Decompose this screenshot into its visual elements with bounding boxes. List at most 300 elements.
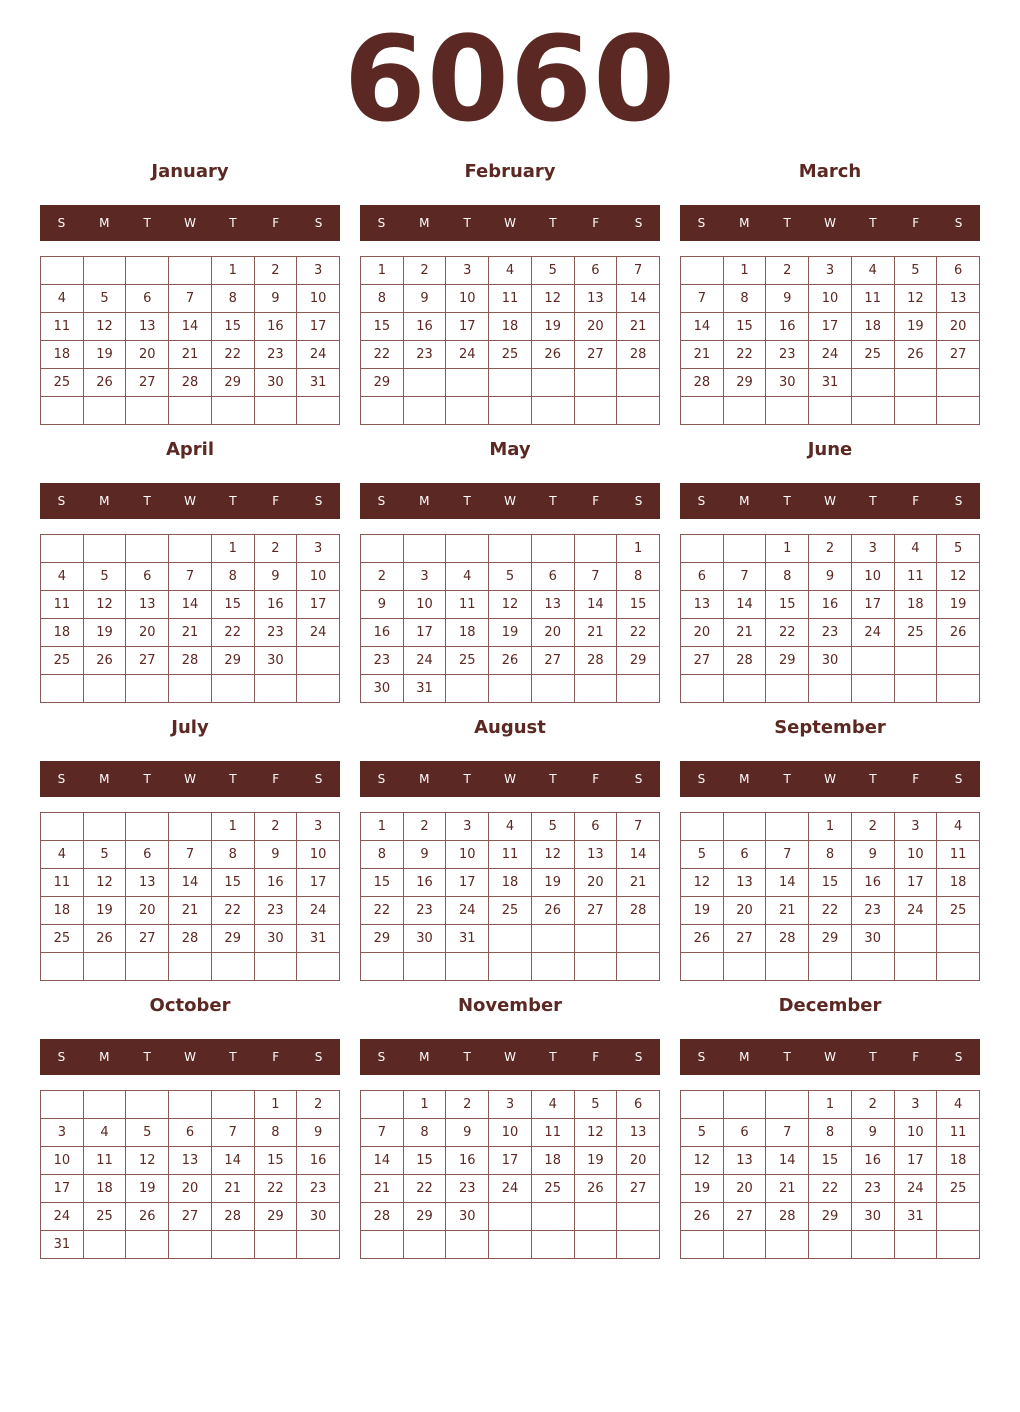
day-cell: 29	[766, 647, 809, 675]
day-cell: 19	[126, 1175, 169, 1203]
empty-cell	[84, 953, 127, 981]
day-cell: 7	[766, 1119, 809, 1147]
empty-cell	[852, 647, 895, 675]
weekday-label: S	[57, 772, 66, 786]
weekday-label: S	[314, 216, 323, 230]
day-cell: 31	[895, 1203, 938, 1231]
day-cell: 3	[809, 257, 852, 285]
day-cell: 24	[297, 341, 340, 369]
day-cell: 4	[446, 563, 489, 591]
day-cell: 30	[446, 1203, 489, 1231]
day-cell: 15	[809, 869, 852, 897]
day-cell: 30	[361, 675, 404, 703]
day-cell: 31	[41, 1231, 84, 1259]
empty-cell	[126, 1231, 169, 1259]
day-cell: 1	[724, 257, 767, 285]
weekday-label: T	[549, 1050, 557, 1064]
weekday-label: F	[912, 494, 920, 508]
day-cell: 1	[212, 535, 255, 563]
day-cell: 26	[126, 1203, 169, 1231]
day-cell: 22	[212, 341, 255, 369]
day-cell: 9	[255, 563, 298, 591]
day-cell: 16	[297, 1147, 340, 1175]
day-cell: 5	[937, 535, 980, 563]
day-cell: 11	[41, 869, 84, 897]
day-cell: 11	[852, 285, 895, 313]
empty-cell	[169, 535, 212, 563]
day-cell: 10	[852, 563, 895, 591]
day-cell: 16	[766, 313, 809, 341]
empty-cell	[84, 257, 127, 285]
day-cell: 18	[84, 1175, 127, 1203]
day-cell: 28	[617, 341, 660, 369]
day-cell: 18	[41, 897, 84, 925]
day-cell: 11	[937, 1119, 980, 1147]
day-cell: 22	[212, 619, 255, 647]
empty-cell	[852, 397, 895, 425]
weekday-label: F	[592, 494, 600, 508]
day-cell: 19	[937, 591, 980, 619]
empty-cell	[255, 953, 298, 981]
day-cell: 14	[617, 841, 660, 869]
month-november	[360, 990, 660, 1259]
day-cell: 7	[361, 1119, 404, 1147]
day-cell: 17	[489, 1147, 532, 1175]
empty-cell	[212, 1231, 255, 1259]
day-cell: 27	[169, 1203, 212, 1231]
day-cell: 14	[169, 313, 212, 341]
day-cell: 15	[361, 869, 404, 897]
day-cell: 5	[681, 1119, 724, 1147]
day-cell: 6	[937, 257, 980, 285]
day-cell: 15	[255, 1147, 298, 1175]
day-cell: 3	[297, 813, 340, 841]
day-grid	[360, 256, 660, 425]
weekday-label: W	[824, 1050, 836, 1064]
day-cell: 13	[169, 1147, 212, 1175]
empty-cell	[404, 369, 447, 397]
weekday-label: M	[739, 216, 750, 230]
empty-cell	[169, 1091, 212, 1119]
day-cell: 25	[937, 897, 980, 925]
empty-cell	[84, 813, 127, 841]
empty-cell	[724, 953, 767, 981]
month-august	[360, 712, 660, 981]
day-cell: 25	[895, 619, 938, 647]
day-cell: 10	[895, 841, 938, 869]
empty-cell	[446, 369, 489, 397]
empty-cell	[937, 369, 980, 397]
day-cell: 24	[895, 1175, 938, 1203]
empty-cell	[169, 813, 212, 841]
day-cell: 15	[212, 313, 255, 341]
day-cell: 4	[489, 813, 532, 841]
empty-cell	[809, 1231, 852, 1259]
day-cell: 29	[212, 647, 255, 675]
day-cell: 9	[766, 285, 809, 313]
empty-cell	[809, 675, 852, 703]
weekday-label: M	[419, 216, 430, 230]
empty-cell	[84, 535, 127, 563]
weekday-header	[40, 205, 340, 241]
day-cell: 24	[41, 1203, 84, 1231]
day-cell: 3	[297, 535, 340, 563]
empty-cell	[255, 397, 298, 425]
day-cell: 20	[575, 313, 618, 341]
empty-cell	[617, 925, 660, 953]
day-cell: 4	[532, 1091, 575, 1119]
day-cell: 28	[169, 925, 212, 953]
day-cell: 1	[809, 1091, 852, 1119]
weekday-label: F	[272, 494, 280, 508]
day-cell: 25	[852, 341, 895, 369]
day-cell: 10	[297, 285, 340, 313]
day-cell: 8	[255, 1119, 298, 1147]
empty-cell	[575, 535, 618, 563]
empty-cell	[575, 1203, 618, 1231]
empty-cell	[766, 953, 809, 981]
day-cell: 12	[532, 285, 575, 313]
empty-cell	[532, 397, 575, 425]
empty-cell	[126, 953, 169, 981]
month-march	[680, 156, 980, 425]
day-cell: 22	[724, 341, 767, 369]
day-cell: 26	[575, 1175, 618, 1203]
weekday-label: S	[314, 494, 323, 508]
day-cell: 26	[681, 925, 724, 953]
empty-cell	[297, 675, 340, 703]
empty-cell	[766, 675, 809, 703]
weekday-label: T	[229, 1050, 237, 1064]
empty-cell	[489, 369, 532, 397]
day-cell: 14	[169, 869, 212, 897]
day-cell: 9	[255, 285, 298, 313]
empty-cell	[937, 397, 980, 425]
day-cell: 2	[255, 535, 298, 563]
empty-cell	[575, 369, 618, 397]
empty-cell	[489, 675, 532, 703]
day-cell: 20	[724, 1175, 767, 1203]
empty-cell	[575, 1231, 618, 1259]
day-cell: 17	[446, 313, 489, 341]
day-cell: 6	[681, 563, 724, 591]
weekday-header	[680, 205, 980, 241]
empty-cell	[937, 675, 980, 703]
day-cell: 18	[895, 591, 938, 619]
empty-cell	[126, 535, 169, 563]
month-name: February	[464, 161, 556, 182]
day-cell: 8	[361, 841, 404, 869]
day-cell: 15	[212, 591, 255, 619]
day-cell: 26	[84, 647, 127, 675]
empty-cell	[212, 675, 255, 703]
empty-cell	[169, 257, 212, 285]
day-cell: 29	[809, 1203, 852, 1231]
month-name: March	[798, 161, 862, 182]
day-cell: 29	[212, 369, 255, 397]
empty-cell	[895, 647, 938, 675]
day-cell: 23	[404, 897, 447, 925]
weekday-label: S	[57, 494, 66, 508]
empty-cell	[361, 953, 404, 981]
day-cell: 6	[169, 1119, 212, 1147]
day-cell: 17	[852, 591, 895, 619]
day-cell: 14	[766, 869, 809, 897]
day-cell: 21	[169, 897, 212, 925]
day-cell: 16	[852, 1147, 895, 1175]
weekday-label: S	[954, 216, 963, 230]
day-cell: 18	[937, 869, 980, 897]
day-cell: 19	[575, 1147, 618, 1175]
weekday-label: S	[377, 216, 386, 230]
day-cell: 20	[575, 869, 618, 897]
empty-cell	[297, 397, 340, 425]
day-cell: 14	[575, 591, 618, 619]
empty-cell	[724, 1091, 767, 1119]
empty-cell	[937, 1231, 980, 1259]
day-cell: 21	[724, 619, 767, 647]
day-grid	[40, 812, 340, 981]
day-cell: 11	[84, 1147, 127, 1175]
empty-cell	[852, 953, 895, 981]
day-cell: 30	[809, 647, 852, 675]
day-cell: 9	[852, 841, 895, 869]
day-cell: 31	[446, 925, 489, 953]
weekday-label: F	[272, 772, 280, 786]
day-cell: 6	[126, 563, 169, 591]
day-cell: 5	[532, 257, 575, 285]
day-cell: 23	[297, 1175, 340, 1203]
weekday-label: T	[463, 1050, 471, 1064]
day-cell: 19	[681, 1175, 724, 1203]
day-cell: 18	[489, 869, 532, 897]
weekday-label: W	[824, 772, 836, 786]
day-cell: 6	[575, 257, 618, 285]
day-cell: 5	[532, 813, 575, 841]
day-cell: 18	[852, 313, 895, 341]
day-cell: 29	[617, 647, 660, 675]
day-cell: 25	[446, 647, 489, 675]
day-cell: 16	[255, 313, 298, 341]
weekday-header	[40, 761, 340, 797]
day-cell: 6	[532, 563, 575, 591]
day-cell: 10	[297, 563, 340, 591]
weekday-label: W	[504, 772, 516, 786]
empty-cell	[126, 1091, 169, 1119]
day-cell: 29	[361, 925, 404, 953]
weekday-label: W	[504, 1050, 516, 1064]
weekday-label: W	[824, 494, 836, 508]
weekday-label: T	[143, 1050, 151, 1064]
day-cell: 7	[766, 841, 809, 869]
day-cell: 12	[84, 591, 127, 619]
weekday-label: S	[697, 494, 706, 508]
day-cell: 15	[361, 313, 404, 341]
day-cell: 19	[532, 313, 575, 341]
weekday-label: T	[463, 216, 471, 230]
day-cell: 2	[255, 257, 298, 285]
day-cell: 5	[84, 285, 127, 313]
weekday-label: T	[783, 1050, 791, 1064]
day-cell: 29	[361, 369, 404, 397]
empty-cell	[895, 675, 938, 703]
empty-cell	[852, 675, 895, 703]
day-cell: 23	[404, 341, 447, 369]
weekday-label: T	[143, 494, 151, 508]
weekday-label: T	[869, 216, 877, 230]
day-cell: 24	[297, 897, 340, 925]
weekday-label: T	[869, 772, 877, 786]
day-cell: 1	[809, 813, 852, 841]
day-cell: 13	[126, 313, 169, 341]
day-cell: 12	[681, 1147, 724, 1175]
weekday-header	[360, 1039, 660, 1075]
weekday-label: F	[272, 216, 280, 230]
empty-cell	[446, 675, 489, 703]
day-cell: 18	[41, 341, 84, 369]
day-cell: 8	[766, 563, 809, 591]
empty-cell	[489, 925, 532, 953]
day-cell: 3	[41, 1119, 84, 1147]
month-december	[680, 990, 980, 1259]
day-cell: 23	[255, 619, 298, 647]
day-cell: 5	[575, 1091, 618, 1119]
empty-cell	[84, 675, 127, 703]
day-cell: 6	[724, 841, 767, 869]
day-cell: 13	[126, 869, 169, 897]
weekday-label: S	[954, 494, 963, 508]
day-cell: 30	[255, 647, 298, 675]
day-cell: 14	[766, 1147, 809, 1175]
weekday-label: S	[377, 494, 386, 508]
day-cell: 9	[809, 563, 852, 591]
day-cell: 6	[724, 1119, 767, 1147]
empty-cell	[617, 369, 660, 397]
weekday-label: M	[99, 772, 110, 786]
day-cell: 4	[937, 1091, 980, 1119]
day-cell: 16	[361, 619, 404, 647]
day-cell: 25	[489, 897, 532, 925]
empty-cell	[41, 257, 84, 285]
empty-cell	[895, 397, 938, 425]
day-cell: 13	[724, 869, 767, 897]
day-cell: 16	[809, 591, 852, 619]
day-cell: 20	[617, 1147, 660, 1175]
day-cell: 15	[724, 313, 767, 341]
empty-cell	[212, 953, 255, 981]
weekday-header	[680, 1039, 980, 1075]
day-cell: 16	[404, 869, 447, 897]
weekday-label: W	[184, 216, 196, 230]
weekday-label: T	[869, 494, 877, 508]
empty-cell	[852, 369, 895, 397]
day-cell: 16	[446, 1147, 489, 1175]
day-cell: 11	[41, 313, 84, 341]
day-cell: 21	[575, 619, 618, 647]
empty-cell	[681, 397, 724, 425]
day-grid	[680, 256, 980, 425]
weekday-label: T	[229, 772, 237, 786]
day-cell: 4	[852, 257, 895, 285]
day-cell: 20	[937, 313, 980, 341]
empty-cell	[575, 953, 618, 981]
day-cell: 11	[489, 841, 532, 869]
day-cell: 30	[255, 925, 298, 953]
day-cell: 23	[446, 1175, 489, 1203]
day-cell: 25	[532, 1175, 575, 1203]
empty-cell	[446, 535, 489, 563]
day-cell: 7	[681, 285, 724, 313]
day-cell: 4	[41, 841, 84, 869]
day-cell: 15	[809, 1147, 852, 1175]
day-cell: 20	[126, 619, 169, 647]
weekday-label: S	[954, 1050, 963, 1064]
day-cell: 12	[84, 869, 127, 897]
day-cell: 21	[766, 897, 809, 925]
day-cell: 30	[766, 369, 809, 397]
month-january	[40, 156, 340, 425]
day-cell: 4	[937, 813, 980, 841]
day-cell: 3	[404, 563, 447, 591]
day-cell: 12	[575, 1119, 618, 1147]
day-cell: 22	[361, 341, 404, 369]
day-cell: 14	[617, 285, 660, 313]
day-cell: 26	[84, 925, 127, 953]
day-cell: 6	[126, 285, 169, 313]
day-cell: 27	[724, 925, 767, 953]
day-cell: 20	[532, 619, 575, 647]
day-cell: 27	[126, 925, 169, 953]
weekday-label: S	[57, 1050, 66, 1064]
day-cell: 7	[169, 841, 212, 869]
day-cell: 19	[84, 619, 127, 647]
day-cell: 29	[809, 925, 852, 953]
weekday-label: F	[912, 1050, 920, 1064]
day-cell: 30	[852, 1203, 895, 1231]
month-may	[360, 434, 660, 703]
month-october	[40, 990, 340, 1259]
empty-cell	[532, 925, 575, 953]
day-cell: 1	[361, 257, 404, 285]
weekday-label: F	[592, 1050, 600, 1064]
day-cell: 8	[212, 841, 255, 869]
day-cell: 20	[724, 897, 767, 925]
empty-cell	[617, 953, 660, 981]
day-cell: 27	[532, 647, 575, 675]
day-cell: 10	[446, 841, 489, 869]
day-cell: 8	[617, 563, 660, 591]
empty-cell	[724, 535, 767, 563]
empty-cell	[297, 1231, 340, 1259]
weekday-label: M	[99, 494, 110, 508]
day-cell: 8	[212, 285, 255, 313]
day-cell: 23	[255, 897, 298, 925]
empty-cell	[617, 675, 660, 703]
day-cell: 22	[766, 619, 809, 647]
empty-cell	[169, 675, 212, 703]
day-cell: 26	[937, 619, 980, 647]
empty-cell	[532, 953, 575, 981]
day-cell: 7	[169, 563, 212, 591]
day-cell: 11	[532, 1119, 575, 1147]
weekday-label: T	[549, 216, 557, 230]
empty-cell	[361, 1091, 404, 1119]
empty-cell	[489, 535, 532, 563]
day-cell: 10	[809, 285, 852, 313]
empty-cell	[532, 1203, 575, 1231]
day-cell: 10	[404, 591, 447, 619]
day-cell: 27	[937, 341, 980, 369]
